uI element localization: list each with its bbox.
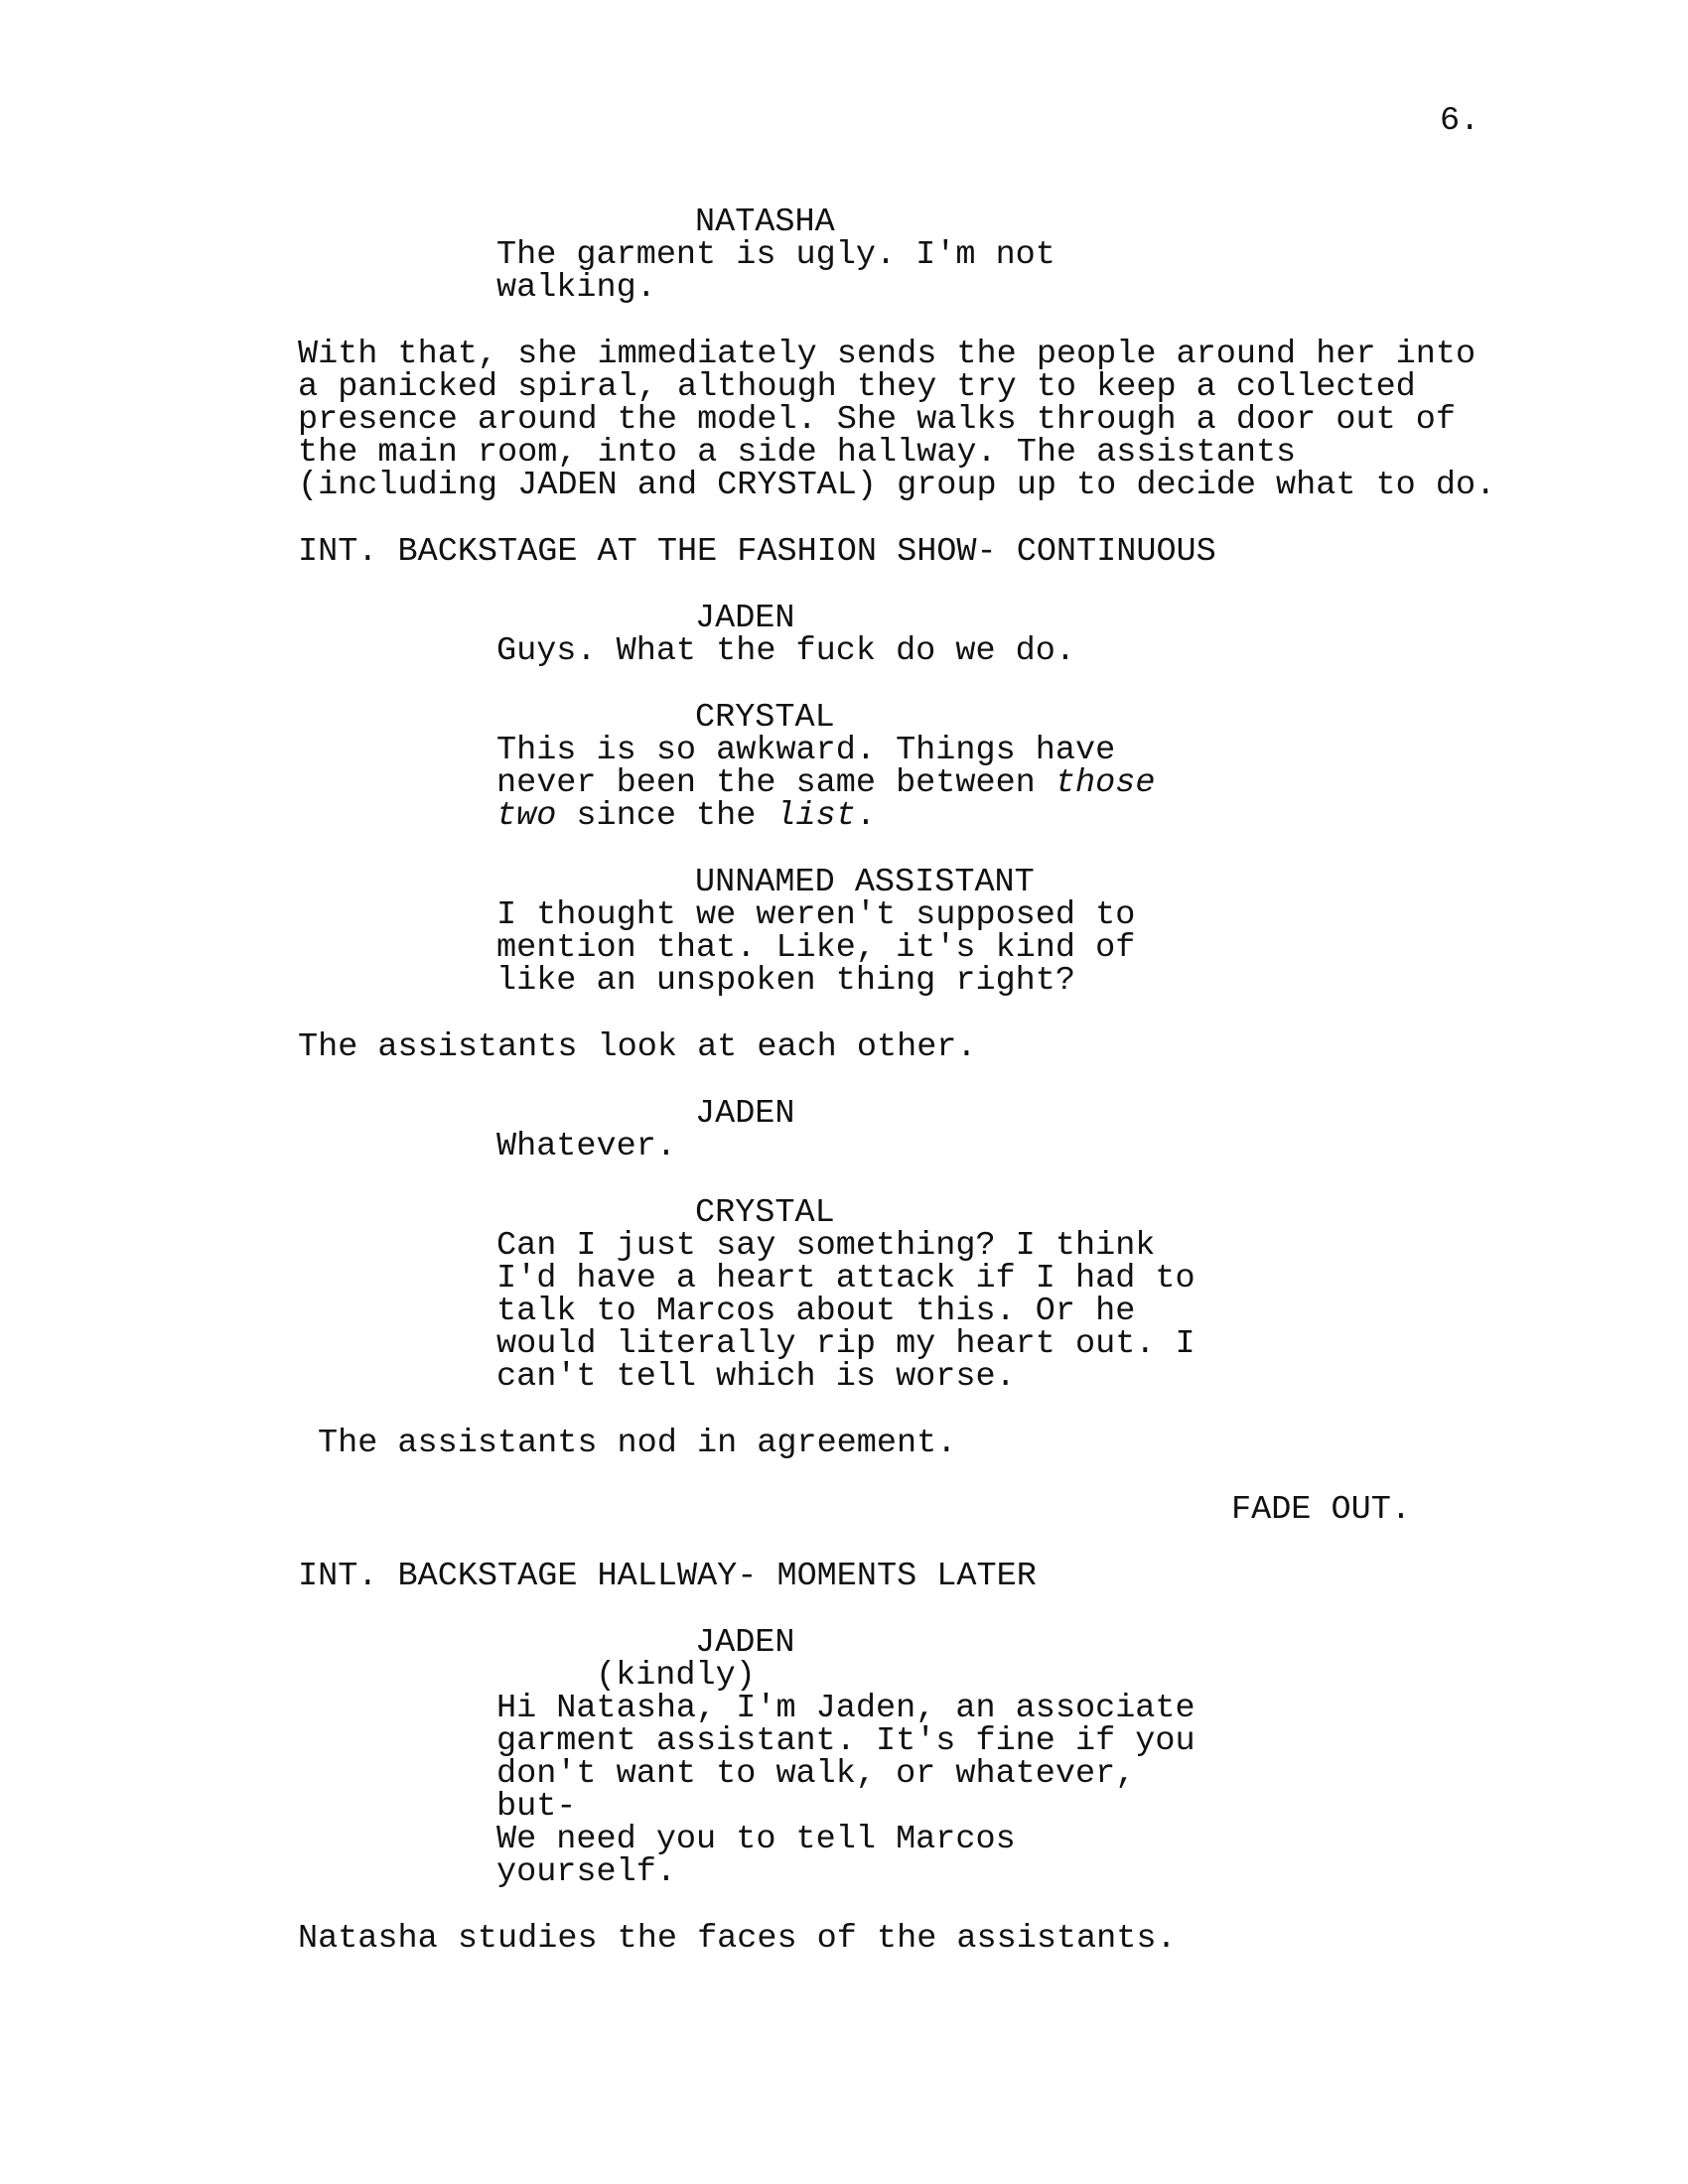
dialogue-line: I'd have a heart attack if I had to — [496, 1260, 1196, 1297]
character-cue-jaden: JADEN — [695, 1624, 795, 1662]
action-line: The assistants nod in agreement. — [318, 1425, 957, 1462]
dialogue-line: like an unspoken thing right? — [496, 962, 1075, 1000]
character-cue-jaden: JADEN — [695, 600, 795, 637]
dialogue-emphasis: list — [775, 797, 856, 835]
dialogue-line: Whatever. — [496, 1128, 676, 1165]
parenthetical: (kindly) — [596, 1657, 756, 1695]
dialogue-line: walking. — [496, 269, 656, 307]
dialogue-line: Guys. What the fuck do we do. — [496, 632, 1075, 670]
action-line: presence around the model. She walks through a door out of — [298, 401, 1456, 439]
transition: FADE OUT. — [1231, 1491, 1411, 1529]
character-cue-natasha: NATASHA — [695, 204, 835, 241]
action-line: (including JADEN and CRYSTAL) group up to decide what to do. — [298, 467, 1496, 504]
action-line: a panicked spiral, although they try to keep a collected — [298, 368, 1416, 406]
page-number: 6. — [1440, 102, 1480, 140]
character-cue-jaden: JADEN — [695, 1095, 795, 1133]
dialogue-emphasis: those — [1055, 764, 1156, 802]
character-cue-unnamed-assistant: UNNAMED ASSISTANT — [695, 864, 1035, 901]
dialogue-line: mention that. Like, it's kind of — [496, 929, 1136, 967]
dialogue-line: talk to Marcos about this. Or he — [496, 1293, 1136, 1330]
action-line: the main room, into a side hallway. The assistants — [298, 434, 1297, 472]
dialogue-line: I thought we weren't supposed to — [496, 896, 1136, 934]
action-line: Natasha studies the faces of the assistants. — [298, 1920, 1177, 1958]
dialogue-line: The garment is ugly. I'm not — [496, 236, 1055, 274]
dialogue-emphasis: two — [496, 797, 557, 835]
dialogue-line — [496, 764, 1156, 802]
dialogue-text: never been the same between — [496, 764, 1055, 802]
dialogue-line: This is so awkward. Things have — [496, 732, 1116, 769]
dialogue-text: . — [855, 797, 876, 835]
scene-heading: INT. BACKSTAGE HALLWAY- MOMENTS LATER — [298, 1558, 1037, 1595]
dialogue-line: Hi Natasha, I'm Jaden, an associate — [496, 1690, 1196, 1727]
dialogue-text: since the — [556, 797, 776, 835]
dialogue-line: but- — [496, 1788, 577, 1826]
dialogue-line: would literally rip my heart out. I — [496, 1325, 1196, 1363]
action-line: The assistants look at each other. — [298, 1028, 977, 1066]
dialogue-line: don't want to walk, or whatever, — [496, 1755, 1136, 1793]
dialogue-line: garment assistant. It's fine if you — [496, 1722, 1196, 1760]
dialogue-line: We need you to tell Marcos — [496, 1821, 1016, 1858]
character-cue-crystal: CRYSTAL — [695, 1194, 835, 1232]
dialogue-line: Can I just say something? I think — [496, 1227, 1156, 1265]
dialogue-line — [496, 797, 876, 835]
action-line: With that, she immediately sends the people around her into — [298, 336, 1477, 373]
character-cue-crystal: CRYSTAL — [695, 699, 835, 737]
dialogue-line: yourself. — [496, 1853, 676, 1891]
scene-heading: INT. BACKSTAGE AT THE FASHION SHOW- CONTINUOUS — [298, 533, 1216, 571]
dialogue-line: can't tell which is worse. — [496, 1358, 1016, 1396]
